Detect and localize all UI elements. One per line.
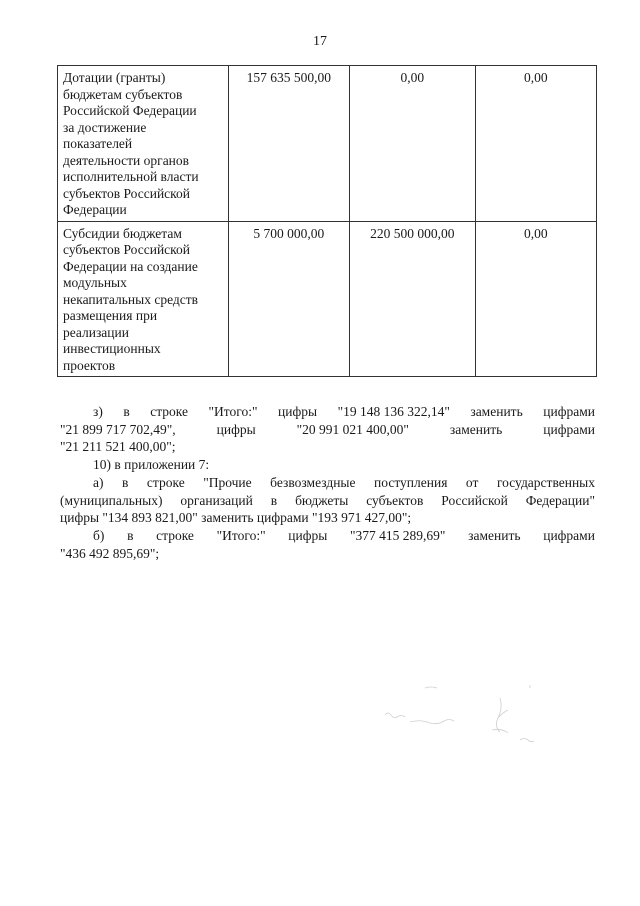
- row-name-line: инвестиционных: [63, 341, 161, 356]
- row-name-line: бюджетам субъектов: [63, 86, 183, 102]
- amendment-line: а) в строке "Прочие безвозмездные поступления от государственных: [93, 475, 595, 490]
- row-name-line: показателей: [63, 136, 133, 151]
- table-row: [58, 221, 597, 377]
- page-number: 17: [313, 34, 327, 49]
- row-name-line: Субсидии бюджетам: [63, 225, 182, 241]
- amount-cell: 220 500 000,00: [350, 221, 475, 377]
- row-name-line: размещения при: [63, 308, 158, 323]
- amendment-line: цифры "134 893 821,00" заменить цифрами "193 971 427,00";: [60, 510, 412, 525]
- table-row: [58, 66, 597, 222]
- faint-stamp-mark: [380, 680, 560, 760]
- row-name-line: Федерации на создание: [63, 258, 198, 274]
- row-name-line: Федерации: [63, 202, 127, 217]
- amendment-10: [60, 456, 595, 474]
- amendment-line: з) в строке "Итого:" цифры "19 148 136 322,14" заменить цифрами: [93, 404, 595, 419]
- amendment-line: "436 492 895,69";: [60, 545, 160, 561]
- row-name-line: деятельности органов: [63, 152, 190, 168]
- amendment-z: [60, 403, 595, 456]
- row-name-cell: [58, 221, 229, 377]
- amendment-b: [60, 527, 595, 562]
- amendment-line: 10) в приложении 7:: [93, 457, 210, 472]
- row-name-line: некапитальных средств: [63, 291, 199, 307]
- row-name-line: Российской Федерации: [63, 103, 197, 118]
- amount-cell: 5 700 000,00: [228, 221, 350, 377]
- row-name-line: Дотации (гранты): [63, 70, 166, 85]
- row-name-line: исполнительной власти: [63, 169, 199, 184]
- row-name-line: за достижение: [63, 119, 147, 135]
- row-name-line: модульных: [63, 275, 127, 290]
- budget-table: [57, 65, 597, 377]
- amendment-a: [60, 474, 595, 527]
- row-name-line: субъектов Российской: [63, 185, 191, 201]
- amendment-line: б) в строке "Итого:" цифры "377 415 289,69" заменить цифрами: [93, 528, 595, 543]
- amendment-line: (муниципальных) организаций в бюджеты субъектов Российской Федерации": [60, 492, 595, 508]
- row-name-line: проектов: [63, 357, 116, 373]
- amendment-line: "21 899 717 702,49", цифры "20 991 021 400,00" заменить цифрами: [60, 421, 595, 437]
- amount-cell: 157 635 500,00: [228, 66, 350, 222]
- amount-cell: 0,00: [350, 66, 475, 222]
- amendment-line: "21 211 521 400,00";: [60, 439, 176, 454]
- row-name-cell: [58, 66, 229, 222]
- amount-cell: 0,00: [475, 221, 596, 377]
- row-name-line: реализации: [63, 324, 129, 340]
- row-name-line: субъектов Российской: [63, 242, 191, 257]
- amount-cell: 0,00: [475, 66, 596, 222]
